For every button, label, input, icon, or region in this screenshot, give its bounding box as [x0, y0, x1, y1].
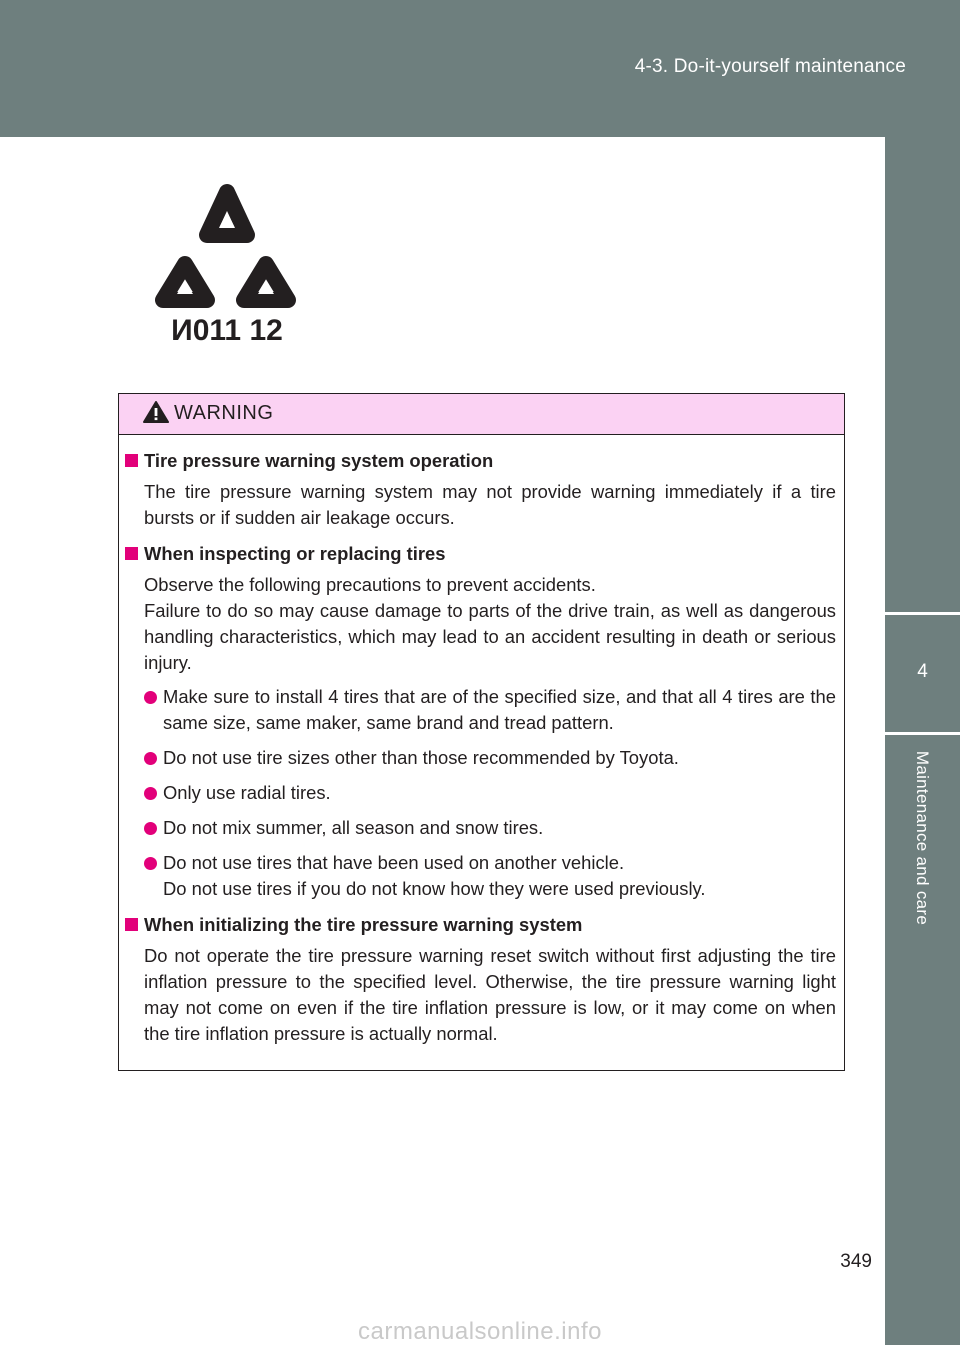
list-item: Do not use tire sizes other than those recommended by Toyota.	[125, 745, 836, 771]
list-item: Do not mix summer, all season and snow tires.	[125, 815, 836, 841]
page-header	[0, 0, 960, 137]
page-number: 349	[840, 1251, 872, 1272]
chapter-number-tab	[885, 612, 960, 735]
warning-box	[118, 393, 845, 1071]
warning-content	[125, 448, 836, 1057]
list-item-line: Do not use tires that have been used on another vehicle.	[163, 852, 625, 873]
warning-label: WARNING	[174, 402, 274, 424]
chapter-label: Maintenance and care	[913, 750, 932, 926]
section-heading: Tire pressure warning system operation	[125, 448, 836, 474]
approval-mark-graphic	[150, 180, 310, 350]
chapter-number: 4	[917, 661, 928, 682]
approval-mark-text: И011 12	[171, 314, 283, 347]
section-tpws-operation	[125, 448, 836, 531]
section-heading: When initializing the tire pressure warning system	[125, 912, 836, 938]
section-initializing	[125, 912, 836, 1047]
warning-header	[119, 394, 844, 435]
approval-mark-logo	[150, 180, 310, 350]
list-item-line: Do not use tires if you do not know how they were used previously.	[163, 878, 706, 899]
paragraph: Failure to do so may cause damage to parts of the drive train, as well as dangerous handling characteristics, which may lead to an accident resulting in death or serious injury.	[144, 600, 836, 673]
paragraph: Observe the following precautions to prevent accidents.	[144, 574, 596, 595]
list-item: Only use radial tires.	[125, 780, 836, 806]
section-title: 4-3. Do-it-yourself maintenance	[634, 56, 906, 77]
list-item: Make sure to install 4 tires that are of the specified size, and that all 4 tires are the same size, same maker, same brand and tread pattern.	[125, 684, 836, 736]
section-inspecting-replacing	[125, 541, 836, 902]
paragraph: Do not operate the tire pressure warning reset switch without first adjusting the tire inflation pressure to the specified level. Otherwise, the tire pressure warning light may not come on even if the tire inflation pressure is low, or it may come on when the tire inflation pressure is actually normal.	[144, 945, 836, 1044]
section-heading: When inspecting or replacing tires	[125, 541, 836, 567]
warning-triangle-icon	[143, 400, 169, 424]
side-tab	[885, 137, 960, 1345]
list-item	[125, 850, 836, 902]
paragraph: The tire pressure warning system may not provide warning immediately if a tire bursts or if sudden air leakage occurs.	[144, 481, 836, 528]
watermark: carmanualsonline.info	[358, 1318, 602, 1345]
